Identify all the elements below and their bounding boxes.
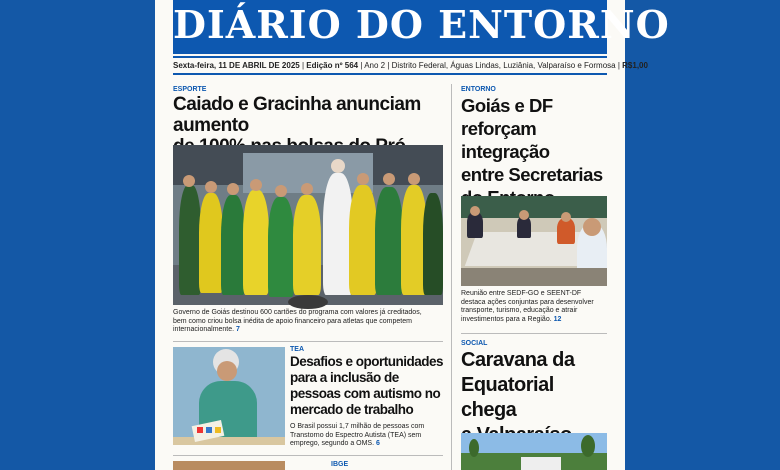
ibge-photo [173, 461, 285, 470]
social-headline-line-1: Caravana da [461, 349, 575, 371]
dateline: Sexta-feira, 11 DE ABRIL DE 2025 | Edição nº 564 | Ano 2 | Distrito Federal, Águas Lindas, Luziânia, Valparaíso e Formosa | R$1,00 [173, 61, 648, 70]
lead-section-label: ESPORTE [173, 86, 207, 93]
dateline-edition: Edição nº 564 [306, 61, 359, 70]
newspaper-page [155, 0, 670, 470]
tea-photo [173, 347, 285, 445]
entorno-caption-line-1: Reunião entre SEDF-GO e SEENT-DF [461, 290, 582, 297]
tea-page-ref: 6 [376, 440, 380, 447]
social-headline-line-2: Equatorial chega [461, 374, 554, 421]
dateline-date: Sexta-feira, 11 DE ABRIL DE 2025 [173, 61, 300, 70]
dateline-regions: Distrito Federal, Águas Lindas, Luziânia, Valparaíso e Formosa [391, 61, 616, 70]
entorno-headline-line-3: entre Secretarias [461, 164, 603, 185]
lead-rule [173, 341, 443, 342]
dateline-rule [173, 73, 607, 75]
entorno-headline-line-2: integração [461, 141, 550, 162]
entorno-photo [461, 196, 607, 286]
tea-headline-line-3: pessoas com autismo no [290, 386, 441, 401]
tea-headline-line-4: mercado de trabalho [290, 402, 414, 417]
lead-caption [173, 309, 453, 335]
entorno-caption-line-4: investimentos para a Região. [461, 315, 552, 323]
tea-rule [173, 455, 443, 456]
entorno-rule [461, 333, 607, 334]
entorno-caption-line-3: transporte, turismo, educação e atrair [461, 307, 578, 314]
dateline-price: R$1,00 [622, 61, 648, 70]
masthead [173, 0, 670, 54]
ibge-section-label: IBGE [331, 461, 349, 468]
tea-body-line-2: Transtorno do Espectro Autista (TEA) sem [290, 431, 422, 439]
entorno-headline-line-1: Goiás e DF reforçam [461, 95, 553, 139]
masthead-rule [173, 56, 607, 58]
tea-body-line-1: O Brasil possui 1,7 milhão de pessoas com [290, 423, 425, 430]
lead-caption-line-1: Governo de Goiás destinou 600 cartões do programa com valores já creditados, [173, 309, 422, 316]
social-photo [461, 433, 607, 470]
lead-headline-line-1: Caiado e Gracinha anunciam aumento [173, 94, 421, 136]
masthead-title: DIÁRIO DO ENTORNO [173, 2, 670, 47]
entorno-caption-line-2: destaca ações conjuntas para desenvolver [461, 298, 594, 306]
lead-caption-line-3: internacionalmente. [173, 326, 235, 333]
lead-photo [173, 145, 443, 305]
tea-headline-line-2: para a inclusão de [290, 370, 399, 385]
dateline-year: Ano 2 [364, 61, 386, 70]
tea-headline-line-1: Desafios e oportunidades [290, 354, 444, 369]
lead-caption-line-2: bem como criou bolsa inédita de apoio financeiro para atletas que competem [173, 317, 412, 325]
lead-page-ref: 7 [236, 326, 240, 333]
entorno-page-ref: 12 [553, 315, 562, 323]
entorno-headline [461, 94, 611, 209]
tea-headline [290, 354, 450, 418]
social-section-label: SOCIAL [461, 340, 488, 347]
tea-body-line-3: emprego, segundo a OMS. [290, 440, 375, 447]
tea-section-label: TEA [290, 346, 304, 353]
entorno-caption [461, 290, 611, 324]
tea-body [290, 423, 450, 449]
entorno-section-label: ENTORNO [461, 86, 496, 93]
